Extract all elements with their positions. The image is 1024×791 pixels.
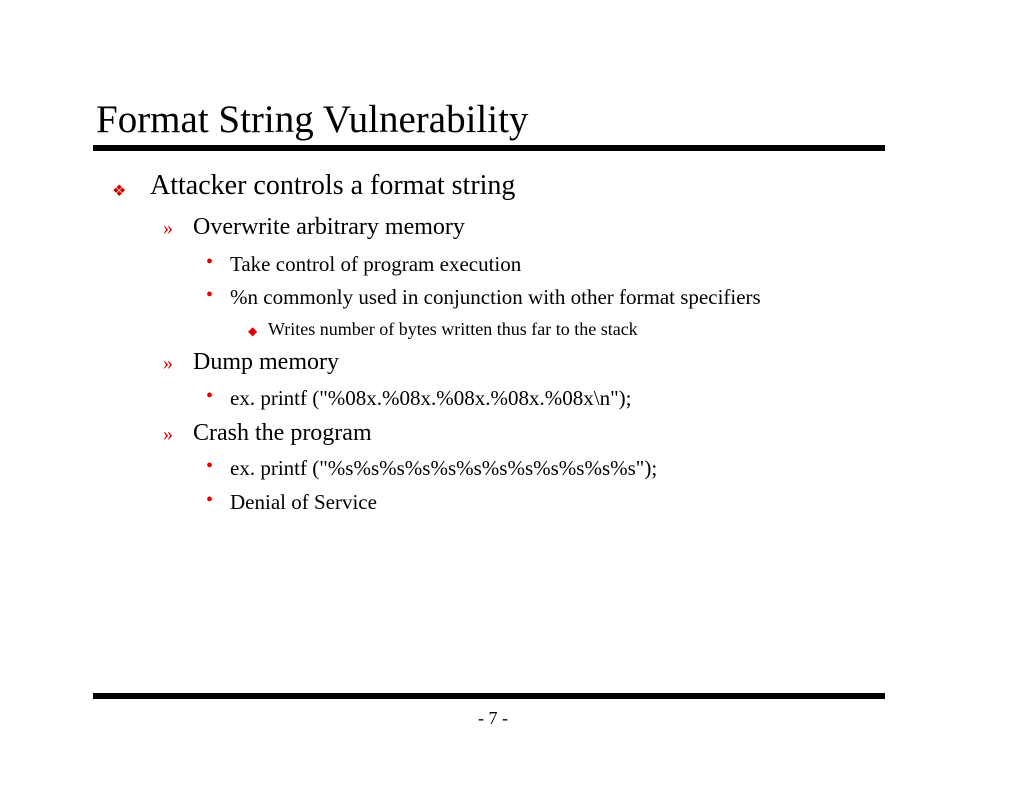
bullet-text: ex. printf ("%08x.%08x.%08x.%08x.%08x\n"); [230, 386, 632, 410]
bullet-text: Take control of program execution [230, 252, 522, 276]
dot-bullet-icon: • [206, 489, 214, 511]
dot-bullet-icon: • [206, 455, 214, 477]
bullet-text: ex. printf ("%s%s%s%s%s%s%s%s%s%s%s%s"); [230, 456, 658, 480]
slide-title: Format String Vulnerability [96, 98, 529, 141]
dot-bullet-icon: • [206, 385, 214, 407]
title-divider [93, 145, 885, 151]
dot-bullet-icon: • [206, 251, 214, 273]
chevron-bullet-icon: » [163, 423, 173, 445]
bullet-text: Dump memory [193, 349, 339, 375]
chevron-bullet-icon: » [163, 217, 173, 239]
bullet-text: %n commonly used in conjunction with other format specifiers [230, 285, 761, 309]
diamond-bullet-icon: ❖ [112, 183, 127, 200]
bullet-text: Denial of Service [230, 490, 377, 514]
dot-bullet-icon: • [206, 284, 214, 306]
bullet-text: Overwrite arbitrary memory [193, 214, 465, 240]
small-diamond-bullet-icon: ◆ [248, 324, 258, 338]
bullet-text: Crash the program [193, 420, 372, 446]
chevron-bullet-icon: » [163, 352, 173, 374]
page-number: - 7 - [478, 708, 508, 728]
bullet-text: Attacker controls a format string [150, 170, 516, 201]
bullet-text: Writes number of bytes written thus far to the stack [268, 319, 638, 339]
footer-divider [93, 693, 885, 699]
